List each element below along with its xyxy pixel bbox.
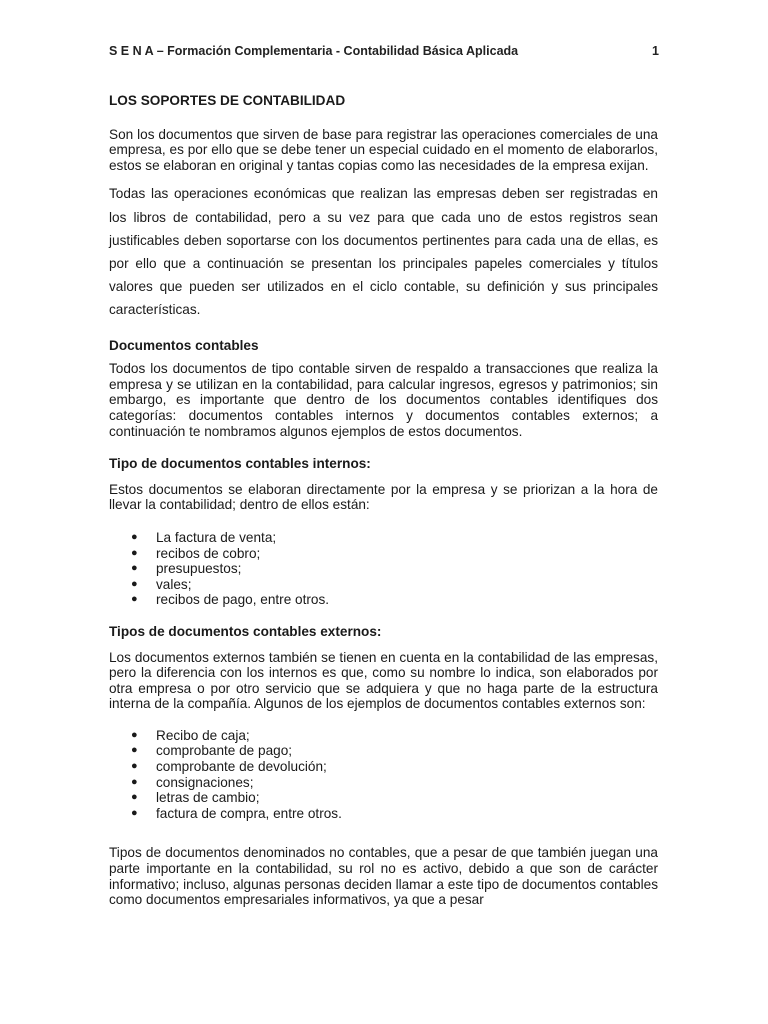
list-item: ● La factura de venta; xyxy=(131,529,277,545)
bullet-icon: ● xyxy=(131,760,138,773)
list-externos xyxy=(109,728,658,822)
page-header xyxy=(109,43,659,59)
paragraph-internos: Estos documentos se elaboran directamente por la empresa y se priorizan a la hora de llevar la contabilidad; dentro de ellos están: xyxy=(109,481,658,513)
bullet-icon: ● xyxy=(131,744,138,757)
bullet-icon: ● xyxy=(131,806,138,819)
bullet-icon: ● xyxy=(131,530,138,543)
bullet-icon: ● xyxy=(131,562,138,575)
paragraph-externos: Los documentos externos también se tienen en cuenta en la contabilidad de las empresas, pero la diferencia con los internos es que, como su nombre lo indica, son elaborados por otra empresa o por otro servicio que se adquiera y que no haga parte de la estructura interna de la compañía. Algunos de los ejemplos de documentos contables externos son: xyxy=(109,649,658,712)
bullet-icon: ● xyxy=(131,728,138,741)
intro-paragraph-1: Son los documentos que sirven de base para registrar las operaciones comerciales de una empresa, es por ello que se debe tener un especial cuidado en el momento de elaborarlos, estos se elaboran en original y tantas copias como las necesidades de la empresa exijan. xyxy=(109,126,658,173)
bullet-icon: ● xyxy=(131,775,138,788)
document-title: LOS SOPORTES DE CONTABILIDAD xyxy=(109,93,346,108)
list-item: ● comprobante de devolución; xyxy=(131,759,327,775)
list-internos xyxy=(109,530,658,608)
list-item: ● vales; xyxy=(131,576,192,592)
list-item: ● Recibo de caja; xyxy=(131,727,250,743)
header-title: S E N A – Formación Complementaria - Contabilidad Básica Aplicada xyxy=(109,44,519,58)
closing-paragraph: Tipos de documentos denominados no contables, que a pesar de que también juegan una parte importante en la contabilidad, su rol no es activo, debido a que son de carácter informativo; incluso, algunas personas deciden llamar a este tipo de documentos contables como documentos empresariales informativos, ya que a pesar xyxy=(109,845,658,908)
heading-externos: Tipos de documentos contables externos: xyxy=(109,623,382,639)
paragraph-documentos-contables: Todos los documentos de tipo contable sirven de respaldo a transacciones que realiza la empresa y se utilizan en la contabilidad, para calcular ingresos, egresos y patrimonios; sin embargo, es importante que dentro de los documentos contables identifiques dos categorías: documentos contables internos y documentos contables externos; a continuación te nombramos algunos ejemplos de estos documentos. xyxy=(109,361,658,439)
list-item: ● letras de cambio; xyxy=(131,790,260,806)
list-item: ● factura de compra, entre otros. xyxy=(131,805,342,821)
list-item: ● recibos de cobro; xyxy=(131,545,261,561)
heading-internos: Tipo de documentos contables internos: xyxy=(109,456,371,472)
heading-documentos-contables: Documentos contables xyxy=(109,337,259,353)
bullet-icon: ● xyxy=(131,546,138,559)
list-item: ● presupuestos; xyxy=(131,561,242,577)
page-number: 1 xyxy=(652,44,659,58)
bullet-icon: ● xyxy=(131,791,138,804)
intro-paragraph-2: Todas las operaciones económicas que realizan las empresas deben ser registradas en los libros de contabilidad, pero a su vez para que cada uno de estos registros sean justificables deben soportarse con los documentos pertinentes para cada una de ellas, es por ello que a continuación se presentan los principales papeles comerciales y títulos valores que pueden ser utilizados en el ciclo contable, su definición y sus principales características. xyxy=(109,186,658,318)
list-item: ● comprobante de pago; xyxy=(131,743,293,759)
document-body xyxy=(109,93,658,917)
bullet-icon: ● xyxy=(131,593,138,606)
list-item: ● recibos de pago, entre otros. xyxy=(131,592,330,608)
bullet-icon: ● xyxy=(131,577,138,590)
list-item: ● consignaciones; xyxy=(131,774,254,790)
